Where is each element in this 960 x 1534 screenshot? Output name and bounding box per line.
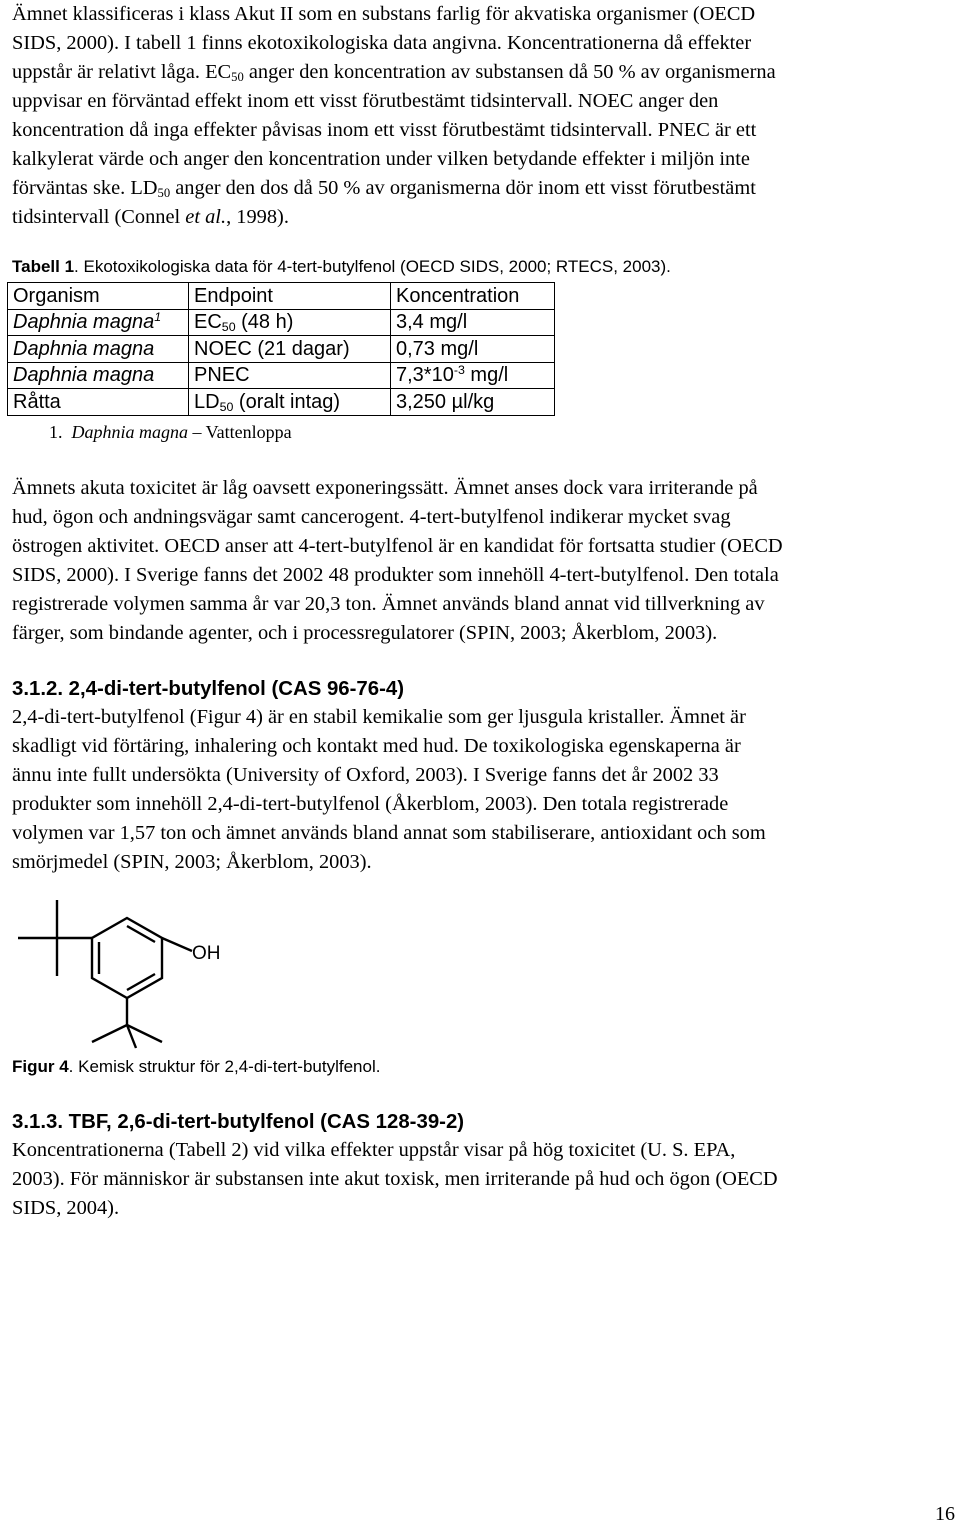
table-caption: Tabell 1. Ekotoxikologiska data för 4-tert-butylfenol (OECD SIDS, 2000; RTECS, 2003). (12, 257, 671, 276)
text-line: östrogen aktivitet. OECD anser att 4-tert-butylfenol är en kandidat för fortsatta studier (OECD (12, 535, 783, 557)
table-row (8, 309, 555, 336)
table-row (8, 362, 555, 389)
text-line: färger, som bindande agenter, och i processregulatorer (SPIN, 2003; Åkerblom, 2003). (12, 622, 718, 644)
section-3-1-3-paragraph (12, 1136, 950, 1223)
text-line: Koncentrationerna (Tabell 2) vid vilka effekter uppstår visar på hög toxicitet (U. S. EPA, (12, 1139, 736, 1161)
endpoint-cell: NOEC (21 dagar) (189, 336, 391, 363)
endpoint-cell: $EC_{50}$ (48 h) (189, 309, 391, 336)
text-line: registrerade volymen samma år var 20,3 ton. Ämnet används bland annat vid tillverkning av (12, 593, 765, 615)
text-line: förväntas ske. $LD_{50}$ anger den dos då 50 % av organismerna dör inom ett visst förutbestämt (12, 177, 756, 201)
text-line: ännu inte fullt undersökta (University of Oxford, 2003). I Sverige fanns det år 2002 33 (12, 764, 719, 786)
oh-label: OH (192, 943, 221, 964)
text-line: tidsintervall (Connel et al., 1998). (12, 206, 289, 228)
table-footnote: 1. Daphnia magna – Vattenloppa (49, 422, 292, 442)
organism-cell: Daphnia magna (8, 336, 189, 363)
text-line: hud, ögon och andningsvägar samt cancerogent. 4-tert-butylfenol indikerar mycket svag (12, 506, 731, 528)
organism-cell: Råtta (8, 389, 189, 416)
concentration-cell: $7,3*10^{-3}$ mg/l (391, 362, 555, 389)
text-line: uppvisar en förväntad effekt inom ett visst förutbestämt tidsintervall. NOEC anger den (12, 90, 719, 112)
benzene-ring (92, 918, 162, 998)
page-number: 16 (935, 1503, 955, 1525)
section-heading-3-1-2: 3.1.2. 2,4-di-tert-butylfenol (CAS 96-76-4) (12, 678, 405, 700)
text-line: skadligt vid förtäring, inhalering och kontakt med hud. De toxikologiska egenskaperna är (12, 735, 741, 757)
section-3-1-2-paragraph (12, 703, 950, 877)
header-endpoint: Endpoint (189, 283, 391, 310)
organism-cell: Daphnia magna$^1$ (8, 309, 189, 336)
text-line: kalkylerat värde och anger den koncentration under vilken betydande effekter i miljön inte (12, 148, 750, 170)
text-line: Ämnet klassificeras i klass Akut II som en substans farlig för akvatiska organismer (OECD (12, 3, 756, 25)
intro-paragraph (12, 0, 950, 232)
text-line: koncentration då inga effekter påvisas inom ett visst förutbestämt tidsintervall. PNEC är ett (12, 119, 757, 141)
section-heading-3-1-3: 3.1.3. TBF, 2,6-di-tert-butylfenol (CAS 128-39-2) (12, 1111, 465, 1133)
chemical-structure-figure (0, 880, 300, 1050)
text-line: volymen var 1,57 ton och ämnet används bland annat som stabiliserare, antioxidant och som (12, 822, 766, 844)
text-line: uppstår är relativt låga. $EC_{50}$ anger den koncentration av substansen då 50 % av organismerna (12, 61, 776, 85)
organism-cell: Daphnia magna (8, 362, 189, 389)
hydroxyl-bond (162, 938, 192, 951)
toxicity-paragraph (12, 474, 950, 648)
text-line: 2,4-di-tert-butylfenol (Figur 4) är en stabil kemikalie som ger ljusgula kristaller. Ämnet är (12, 706, 746, 728)
table-row (8, 336, 555, 363)
text-line: SIDS, 2000). I tabell 1 finns ekotoxikologiska data angivna. Koncentrationerna då effekter (12, 32, 752, 54)
header-organism: Organism (8, 283, 189, 310)
table-row (8, 389, 555, 416)
endpoint-cell: PNEC (189, 362, 391, 389)
figure-caption: Figur 4. Kemisk struktur för 2,4-di-tert-butylfenol. (12, 1057, 381, 1076)
ecotox-table (7, 282, 555, 416)
table-header-row (8, 283, 555, 310)
concentration-cell: 3,250 µl/kg (391, 389, 555, 416)
concentration-cell: 0,73 mg/l (391, 336, 555, 363)
text-line: SIDS, 2004). (12, 1197, 120, 1219)
text-line: produkter som innehöll 2,4-di-tert-butylfenol (Åkerblom, 2003). Den totala registrerade (12, 793, 729, 815)
text-line: SIDS, 2000). I Sverige fanns det 2002 48 produkter som innehöll 4-tert-butylfenol. Den totala (12, 564, 779, 586)
text-line: 2003). För människor är substansen inte akut toxisk, men irriterande på hud och ögon (OECD (12, 1168, 778, 1190)
header-concentration: Koncentration (391, 283, 555, 310)
endpoint-cell: $LD_{50}$ (oralt intag) (189, 389, 391, 416)
text-line: smörjmedel (SPIN, 2003; Åkerblom, 2003). (12, 851, 372, 873)
molecule-bonds (18, 900, 192, 1048)
concentration-cell: 3,4 mg/l (391, 309, 555, 336)
text-line: Ämnets akuta toxicitet är låg oavsett exponeringssätt. Ämnet anses dock vara irriterande på (12, 477, 758, 499)
